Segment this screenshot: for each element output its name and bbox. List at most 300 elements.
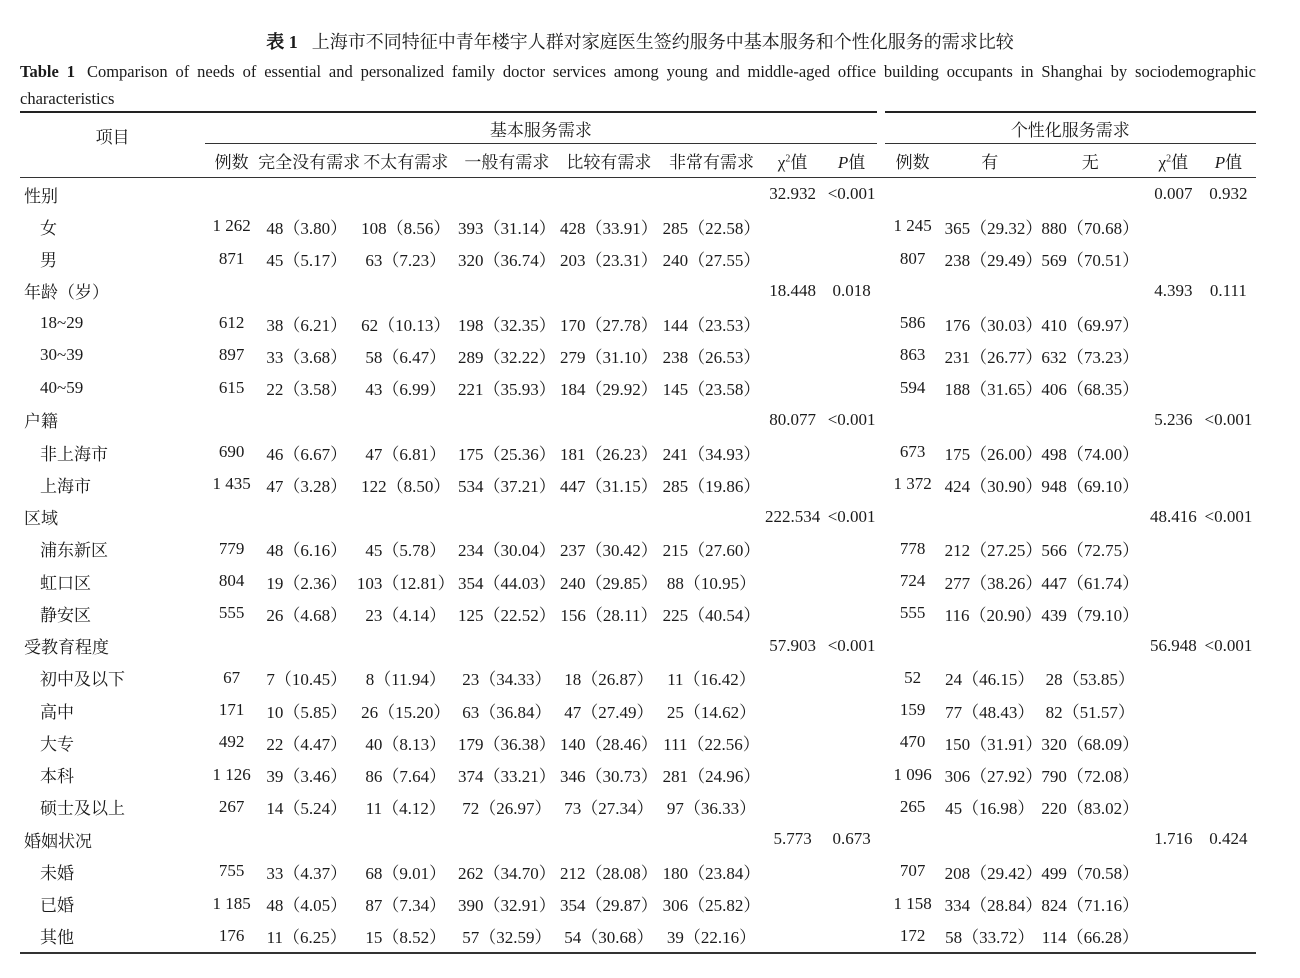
table-cell <box>945 501 1035 533</box>
table-cell: 0.111 <box>1209 280 1247 300</box>
table-cell: 111（22.56） <box>663 734 760 754</box>
table-cell <box>557 501 660 533</box>
table-cell <box>823 726 881 758</box>
row-label: 大专 <box>40 734 74 754</box>
table-cell: 103（12.81） <box>356 573 455 593</box>
table-cell <box>763 726 823 758</box>
personal-col-header: 无 <box>1035 144 1146 178</box>
table-cell <box>557 178 660 211</box>
table-cell: 586 <box>899 313 926 333</box>
table-cell <box>660 501 762 533</box>
table-cell: 221（35.93） <box>457 380 556 400</box>
table-cell: 231（26.77） <box>944 347 1043 367</box>
table-cell: 19（2.36） <box>266 573 348 593</box>
table-cell: 47（6.81） <box>365 444 447 464</box>
table-cell <box>763 468 823 500</box>
table-cell: 0.932 <box>1209 184 1248 204</box>
table-cell <box>355 823 456 855</box>
table-cell <box>1146 920 1201 953</box>
table-cell <box>1146 243 1201 275</box>
table-cell: 279（31.10） <box>560 347 658 367</box>
table-cell <box>1201 662 1256 694</box>
table-cell: 265 <box>899 796 926 816</box>
table-cell <box>1146 694 1201 726</box>
table-cell: 0.018 <box>832 280 871 300</box>
row-label: 婚姻状况 <box>24 831 92 851</box>
table-cell: 406（68.35） <box>1041 380 1140 400</box>
table-cell: 790（72.08） <box>1041 767 1140 787</box>
table-cell <box>763 759 823 791</box>
table-cell: 33（3.68） <box>266 347 348 367</box>
table-row <box>20 694 1256 726</box>
table-cell: 82（51.57） <box>1045 702 1135 722</box>
table-cell: 68（9.01） <box>365 863 447 883</box>
table-cell <box>763 210 823 242</box>
table-cell: 5.236 <box>1154 409 1193 429</box>
table-cell <box>763 597 823 629</box>
table-group-row <box>20 823 1256 855</box>
table-row <box>20 662 1256 694</box>
table-cell: 122（8.50） <box>361 476 451 496</box>
table-cell: 176（30.03） <box>944 315 1043 335</box>
table-cell: 18（26.87） <box>564 670 654 690</box>
table-cell: 470 <box>899 732 926 752</box>
table-cell: 1.716 <box>1154 829 1193 849</box>
table-cell: 690 <box>218 442 245 462</box>
table-cell: 97（36.33） <box>666 799 757 819</box>
table-cell <box>1201 597 1256 629</box>
table-cell: 8（11.94） <box>365 670 446 690</box>
table-cell: 62（10.13） <box>361 315 451 335</box>
table-cell <box>1201 533 1256 565</box>
personal-col-header: 例数 <box>881 144 945 178</box>
table-cell <box>1201 694 1256 726</box>
table-cell: 39（3.46） <box>266 767 348 787</box>
table-cell: 447（61.74） <box>1041 573 1140 593</box>
table-cell: 7（10.45） <box>266 670 348 690</box>
table-cell: 863 <box>899 345 926 365</box>
table-cell: 724 <box>899 571 926 591</box>
row-label: 女 <box>40 218 57 238</box>
table-cell <box>1146 855 1201 887</box>
table-cell: 48.416 <box>1149 506 1197 526</box>
table-cell <box>660 823 762 855</box>
caption-label-cn: 表 1 <box>266 32 298 52</box>
table-cell: 22（4.47） <box>266 734 348 754</box>
table-cell: 555 <box>899 603 926 623</box>
table-cell <box>355 404 456 436</box>
row-label: 已婚 <box>40 896 74 916</box>
table-row <box>20 855 1256 887</box>
table-cell: 171 <box>218 700 245 720</box>
table-cell: 144（23.53） <box>662 315 761 335</box>
row-label: 上海市 <box>40 476 91 496</box>
table-cell: 212（27.25） <box>944 541 1043 561</box>
table-cell: 0.424 <box>1209 829 1248 849</box>
row-label: 硕士及以上 <box>40 799 125 819</box>
chi-superscript: 2 <box>785 153 791 165</box>
basic-col-header: 例数 <box>205 144 258 178</box>
table-cell: 365（29.32） <box>944 218 1043 238</box>
table-cell <box>205 178 258 211</box>
table-row <box>20 243 1256 275</box>
table-cell: 67 <box>223 667 241 687</box>
table-cell: 262（34.70） <box>457 863 556 883</box>
row-label: 高中 <box>40 702 74 722</box>
row-label: 区域 <box>24 509 58 529</box>
table-cell: 1 372 <box>893 474 932 494</box>
table-cell: 285（22.58） <box>662 218 761 238</box>
table-cell <box>205 501 258 533</box>
table-cell <box>823 694 881 726</box>
table-cell <box>1035 178 1146 211</box>
table-cell: 57（32.59） <box>456 920 557 953</box>
table-cell: 22（3.58） <box>266 380 348 400</box>
table-row <box>20 888 1256 920</box>
table-cell: 179（36.38） <box>457 734 556 754</box>
table-cell <box>763 694 823 726</box>
table-cell: 73（27.34） <box>564 799 654 819</box>
table-cell <box>1146 339 1201 371</box>
table-cell: 238（29.49） <box>944 251 1043 271</box>
table-cell: 188（31.65） <box>944 380 1043 400</box>
table-cell: 48（4.05） <box>266 896 348 916</box>
table-cell: 45（5.78） <box>365 541 447 561</box>
row-label: 受教育程度 <box>24 638 109 658</box>
table-cell <box>660 404 762 436</box>
table-cell <box>945 404 1035 436</box>
table-cell: 86（7.64） <box>365 767 447 787</box>
table-cell <box>945 630 1035 662</box>
table-row <box>20 307 1256 339</box>
table-cell: 72（26.97） <box>462 799 552 819</box>
table-cell: 48（3.80） <box>266 218 348 238</box>
table-cell: 56.948 <box>1149 635 1197 655</box>
table-cell <box>258 501 355 533</box>
chi-symbol: χ <box>1158 153 1167 172</box>
table-cell <box>945 275 1035 307</box>
table-cell <box>557 404 660 436</box>
table-caption-en <box>20 58 1256 112</box>
chi-symbol: χ <box>777 153 786 172</box>
basic-col-header: 一般有需求 <box>456 144 557 178</box>
table-cell <box>763 436 823 468</box>
table-cell: 755 <box>218 861 245 881</box>
table-cell <box>1146 436 1201 468</box>
table-cell: 707 <box>899 861 926 881</box>
table-cell: 63（7.23） <box>365 251 447 271</box>
table-cell <box>355 630 456 662</box>
table-cell: <0.001 <box>827 506 876 526</box>
table-cell: 1 262 <box>212 216 251 236</box>
table-cell: <0.001 <box>827 635 876 655</box>
table-cell: 594 <box>899 377 926 397</box>
basic-col-header: 完全没有需求 <box>258 144 355 178</box>
table-cell: 1 185 <box>212 893 251 913</box>
table-cell: 28（53.85） <box>1045 670 1135 690</box>
table-cell <box>1146 662 1201 694</box>
table-cell: 225（40.54） <box>662 605 761 625</box>
table-cell <box>763 920 823 953</box>
table-cell: 0.007 <box>1154 184 1193 204</box>
table-cell: 47（3.28） <box>266 476 348 496</box>
table-cell: 45（16.98） <box>945 799 1035 819</box>
table-cell: 354（44.03） <box>457 573 556 593</box>
table-cell: 1 126 <box>212 764 251 784</box>
table-cell <box>881 823 945 855</box>
table-row <box>20 210 1256 242</box>
table-cell: 176 <box>205 920 258 953</box>
table-cell: 222.534 <box>764 506 821 526</box>
table-cell <box>881 501 945 533</box>
table-cell <box>823 791 881 823</box>
table-cell: 240（27.55） <box>662 251 761 271</box>
table-cell: 39（22.16） <box>660 920 762 953</box>
table-cell: 555 <box>218 603 245 623</box>
table-cell <box>355 178 456 211</box>
chi-superscript: 2 <box>1166 153 1172 165</box>
table-cell <box>1146 791 1201 823</box>
table-cell: <0.001 <box>1204 409 1253 429</box>
table-cell <box>763 662 823 694</box>
table-cell <box>205 404 258 436</box>
table-cell: 804 <box>218 571 245 591</box>
table-cell: 439（79.10） <box>1041 605 1140 625</box>
table-cell: 240（29.85） <box>560 573 658 593</box>
table-cell <box>763 307 823 339</box>
table-cell <box>763 855 823 887</box>
table-cell <box>763 791 823 823</box>
table-cell: 267 <box>218 796 245 816</box>
table-cell <box>763 565 823 597</box>
table-cell: 175（26.00） <box>944 444 1043 464</box>
table-cell: <0.001 <box>827 184 876 204</box>
table-cell <box>945 178 1035 211</box>
table-cell <box>823 565 881 597</box>
table-cell: 306（27.92） <box>944 767 1043 787</box>
table-cell: 807 <box>899 248 926 268</box>
table-row <box>20 339 1256 371</box>
table-cell: 238（26.53） <box>662 347 761 367</box>
basic-col-header: 非常有需求 <box>660 144 762 178</box>
table-cell <box>763 243 823 275</box>
personal-p-value-header <box>1201 144 1256 178</box>
table-cell <box>823 210 881 242</box>
table-cell <box>205 823 258 855</box>
header-basic-group: 基本服务需求 <box>205 112 880 144</box>
table-cell <box>456 501 557 533</box>
table-cell: 499（70.58） <box>1041 863 1140 883</box>
table-cell: 180（23.84） <box>662 863 761 883</box>
table-cell <box>456 404 557 436</box>
table-cell: 4.393 <box>1154 280 1193 300</box>
table-cell: 175（25.36） <box>457 444 556 464</box>
table-cell: 25（14.62） <box>666 702 757 722</box>
table-cell: 566（72.75） <box>1041 541 1140 561</box>
table-cell <box>823 597 881 629</box>
table-cell: 208（29.42） <box>944 863 1043 883</box>
table-cell: 172 <box>881 920 945 953</box>
table-cell <box>557 275 660 307</box>
row-label: 初中及以下 <box>40 670 125 690</box>
table-cell <box>823 468 881 500</box>
row-label: 非上海市 <box>40 444 108 464</box>
table-cell <box>881 275 945 307</box>
table-cell: 26（4.68） <box>266 605 348 625</box>
table-cell <box>823 307 881 339</box>
table-row <box>20 726 1256 758</box>
table-cell: 948（69.10） <box>1041 476 1140 496</box>
table-cell: 778 <box>899 538 926 558</box>
table-cell: 14（5.24） <box>266 799 348 819</box>
table-cell <box>1035 275 1146 307</box>
table-cell: 492 <box>218 732 245 752</box>
table-cell: 569（70.51） <box>1041 251 1140 271</box>
table-cell <box>1035 404 1146 436</box>
table-cell <box>881 630 945 662</box>
table-cell: 140（28.46） <box>560 734 658 754</box>
table-cell: 1 435 <box>212 474 251 494</box>
table-row <box>20 791 1256 823</box>
table-cell <box>1201 565 1256 597</box>
table-cell <box>1146 726 1201 758</box>
table-cell: 38（6.21） <box>266 315 348 335</box>
table-cell <box>205 630 258 662</box>
table-cell: 880（70.68） <box>1041 218 1140 238</box>
table-group-row <box>20 178 1256 211</box>
table-cell <box>823 662 881 694</box>
row-label: 性别 <box>24 186 58 206</box>
table-cell <box>1201 468 1256 500</box>
table-cell <box>205 275 258 307</box>
table-cell: 306（25.82） <box>662 896 761 916</box>
table-cell <box>1201 791 1256 823</box>
table-cell <box>881 404 945 436</box>
table-cell <box>823 436 881 468</box>
table-cell: 424（30.90） <box>944 476 1043 496</box>
table-cell <box>823 855 881 887</box>
table-cell: 23（4.14） <box>365 605 447 625</box>
caption-label-en: Table 1 <box>20 62 75 81</box>
table-cell <box>1146 533 1201 565</box>
table-cell: 150（31.91） <box>944 734 1043 754</box>
table-cell: 203（23.31） <box>560 251 658 271</box>
table-cell: 320（36.74） <box>457 251 556 271</box>
table-cell <box>823 888 881 920</box>
table-cell: 281（24.96） <box>662 767 761 787</box>
table-cell <box>557 630 660 662</box>
basic-chi-square-header <box>763 144 823 178</box>
table-cell <box>1146 759 1201 791</box>
table-cell: 32.932 <box>769 184 816 204</box>
table-cell: 346（30.73） <box>560 767 658 787</box>
table-cell: 237（30.42） <box>560 541 658 561</box>
table-row <box>20 468 1256 500</box>
table-row <box>20 759 1256 791</box>
table-cell <box>1201 920 1256 953</box>
table-cell: 673 <box>899 442 926 462</box>
table-cell: 43（6.99） <box>365 380 447 400</box>
table-row <box>20 533 1256 565</box>
table-cell <box>355 275 456 307</box>
table-cell <box>258 823 355 855</box>
table-cell: 234（30.04） <box>457 541 556 561</box>
row-label: 男 <box>40 251 57 271</box>
table-cell <box>1201 759 1256 791</box>
table-cell: 897 <box>218 345 245 365</box>
table-cell <box>1201 372 1256 404</box>
row-label: 未婚 <box>40 863 74 883</box>
table-cell: 0.673 <box>832 829 871 849</box>
column-headers <box>20 144 1256 178</box>
table-cell <box>1035 630 1146 662</box>
comparison-table <box>20 111 1256 954</box>
table-cell: 145（23.58） <box>662 380 761 400</box>
table-cell <box>823 759 881 791</box>
table-cell <box>763 372 823 404</box>
table-cell: 63（36.84） <box>462 702 552 722</box>
row-label: 本科 <box>40 767 74 787</box>
table-cell: 181（26.23） <box>560 444 658 464</box>
value-suffix: 值 <box>1225 153 1243 172</box>
table-cell: 320（68.09） <box>1041 734 1140 754</box>
table-cell: 212（28.08） <box>560 863 658 883</box>
table-cell <box>1146 597 1201 629</box>
table-cell: 11（4.12） <box>365 799 446 819</box>
table-cell: 52 <box>904 667 922 687</box>
table-cell <box>1146 210 1201 242</box>
row-label: 18~29 <box>40 313 84 333</box>
value-suffix: 值 <box>1171 153 1189 172</box>
value-suffix: 值 <box>790 153 808 172</box>
table-cell <box>1201 339 1256 371</box>
table-cell <box>1035 823 1146 855</box>
p-symbol: P <box>837 153 849 172</box>
table-cell: 10（5.85） <box>266 702 348 722</box>
table-cell <box>823 920 881 953</box>
table-cell <box>1201 307 1256 339</box>
table-cell: 824（71.16） <box>1041 896 1140 916</box>
table-cell: 58（33.72） <box>945 920 1035 953</box>
table-group-row <box>20 275 1256 307</box>
table-cell <box>258 630 355 662</box>
table-group-row <box>20 404 1256 436</box>
table-cell: 1 158 <box>893 893 932 913</box>
table-caption-cn <box>0 28 1280 54</box>
table-cell: 334（28.84） <box>944 896 1043 916</box>
table-cell <box>881 178 945 211</box>
table-cell: 612 <box>218 313 245 333</box>
table-cell: <0.001 <box>827 409 876 429</box>
table-cell: <0.001 <box>1204 635 1253 655</box>
table-cell: 277（38.26） <box>944 573 1043 593</box>
table-row <box>20 372 1256 404</box>
table-group-row <box>20 630 1256 662</box>
row-label: 静安区 <box>40 605 91 625</box>
table-cell <box>763 339 823 371</box>
table-cell: 534（37.21） <box>457 476 556 496</box>
table-cell: 11（6.25） <box>258 920 355 953</box>
table-cell: 615 <box>218 377 245 397</box>
table-cell: 170（27.78） <box>560 315 658 335</box>
table-cell <box>456 178 557 211</box>
table-row <box>20 565 1256 597</box>
table-cell <box>660 275 762 307</box>
table-cell <box>456 275 557 307</box>
table-row <box>20 920 1256 953</box>
table-cell: 354（29.87） <box>560 896 658 916</box>
table-cell <box>823 533 881 565</box>
